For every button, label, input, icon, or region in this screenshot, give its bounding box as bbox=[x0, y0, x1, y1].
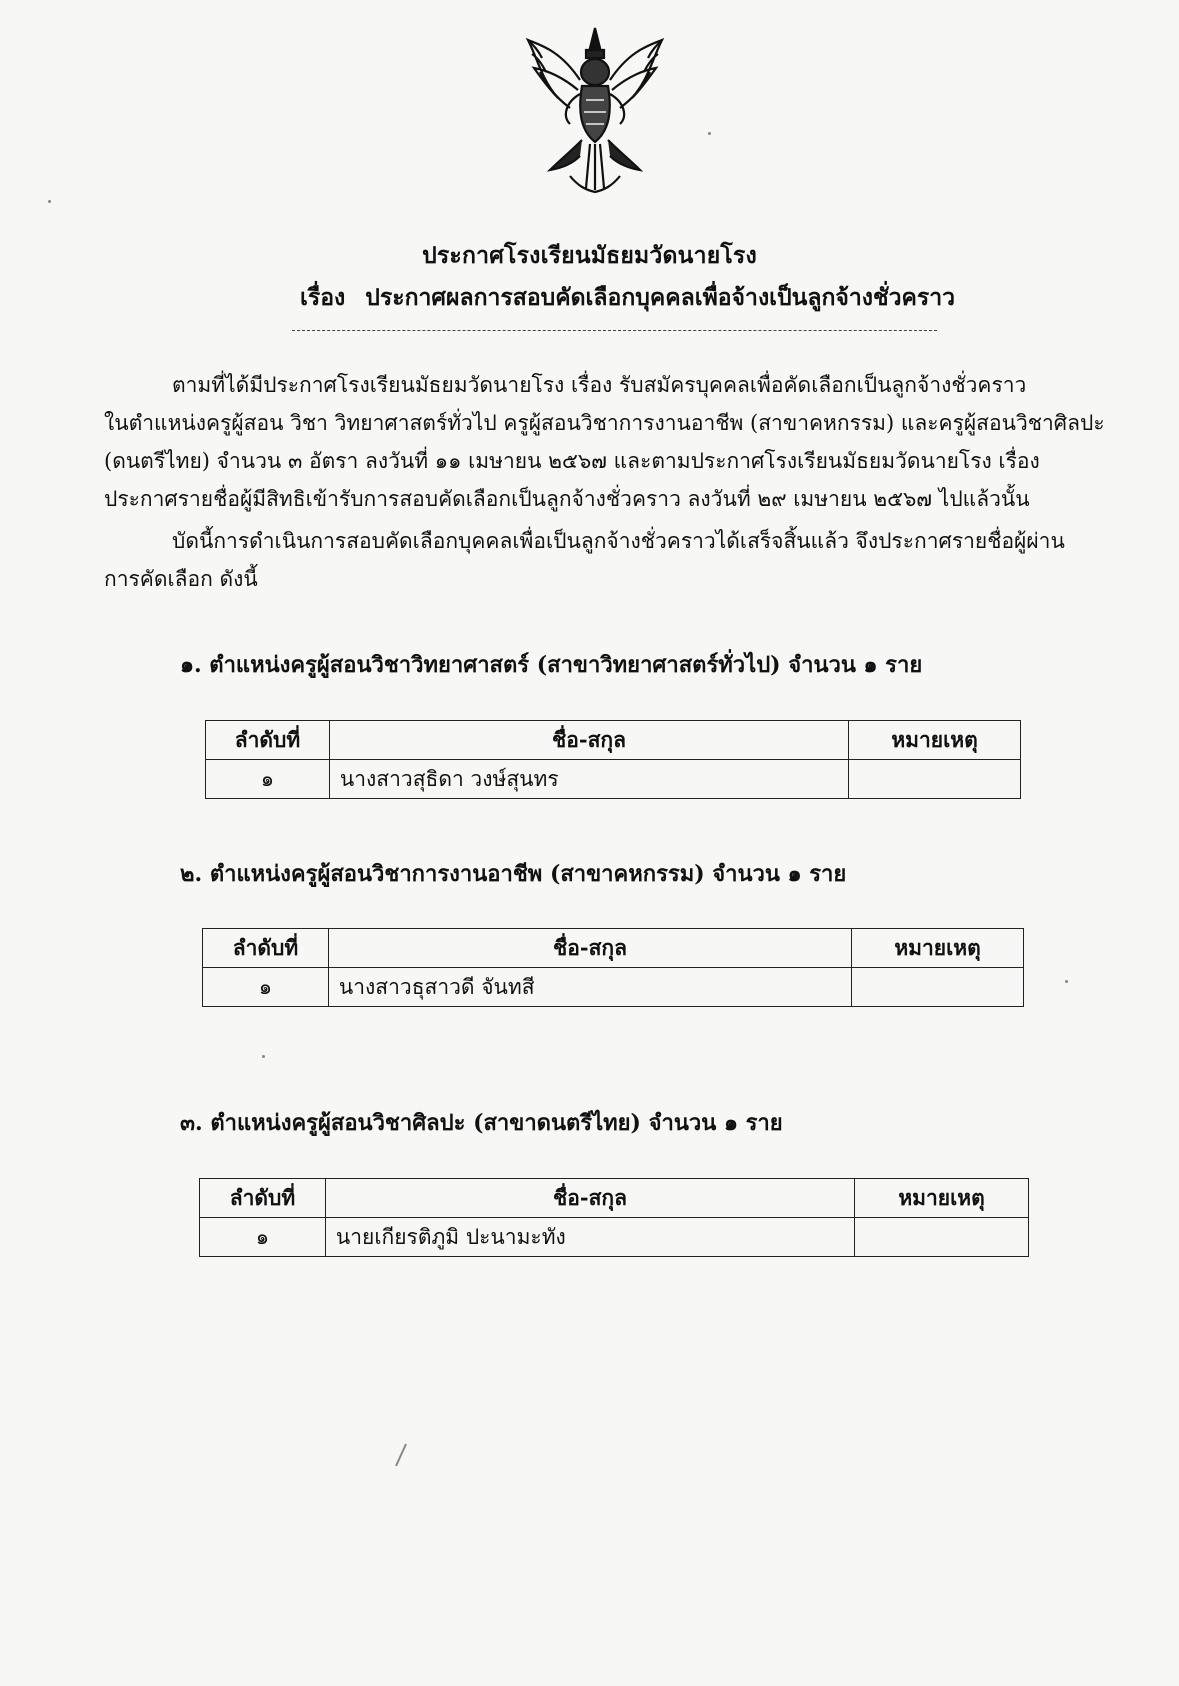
col-name-header: ชื่อ-สกุล bbox=[328, 929, 851, 968]
scan-speck bbox=[1065, 980, 1068, 983]
section-heading-1: ๑. ตำแหน่งครูผู้สอนวิชาวิทยาศาสตร์ (สาขาวิทยาศาสตร์ทั่วไป) จำนวน ๑ ราย bbox=[180, 652, 923, 678]
scan-speck bbox=[262, 1055, 265, 1058]
paragraph-line: การคัดเลือก ดังนี้ bbox=[104, 567, 258, 591]
row-remark bbox=[849, 760, 1021, 799]
row-order: ๑ bbox=[206, 760, 330, 799]
paragraph-line: ในตำแหน่งครูผู้สอน วิชา วิทยาศาสตร์ทั่วไป ครูผู้สอนวิชาการงานอาชีพ (สาขาคหกรรม) และครูผู้สอนวิชาศิลปะ bbox=[104, 411, 1105, 435]
row-name: นายเกียรติภูมิ ปะนามะทัง bbox=[325, 1218, 854, 1257]
col-order-header: ลำดับที่ bbox=[200, 1179, 326, 1218]
paragraph-line: ประกาศรายชื่อผู้มีสิทธิเข้ารับการสอบคัดเลือกเป็นลูกจ้างชั่วคราว ลงวันที่ ๒๙ เมษายน ๒๕๖๗ ไปแล้วนั้น bbox=[104, 487, 1030, 511]
row-name: นางสาวสุธิดา วงษ์สุนทร bbox=[329, 760, 848, 799]
scan-pen-mark bbox=[392, 1440, 412, 1470]
row-name: นางสาวธุสาวดี จันทสี bbox=[328, 968, 851, 1007]
result-table-2 bbox=[202, 928, 1024, 1007]
scan-speck bbox=[48, 200, 51, 203]
col-order-header: ลำดับที่ bbox=[203, 929, 329, 968]
table-header-row bbox=[206, 721, 1021, 760]
section-heading-3: ๓. ตำแหน่งครูผู้สอนวิชาศิลปะ (สาขาดนตรีไทย) จำนวน ๑ ราย bbox=[180, 1110, 783, 1136]
col-remark-header: หมายเหตุ bbox=[852, 929, 1024, 968]
table-header-row bbox=[200, 1179, 1029, 1218]
row-order: ๑ bbox=[203, 968, 329, 1007]
garuda-emblem bbox=[520, 20, 670, 200]
section-heading-2: ๒. ตำแหน่งครูผู้สอนวิชาการงานอาชีพ (สาขาคหกรรม) จำนวน ๑ ราย bbox=[180, 861, 847, 887]
announcement-subject bbox=[300, 280, 955, 316]
table-row bbox=[200, 1218, 1029, 1257]
scan-speck bbox=[708, 132, 711, 135]
row-remark bbox=[852, 968, 1024, 1007]
subject-label: เรื่อง bbox=[300, 284, 346, 311]
paragraph-line: (ดนตรีไทย) จำนวน ๓ อัตรา ลงวันที่ ๑๑ เมษายน ๒๕๖๗ และตามประกาศโรงเรียนมัธยมวัดนายโรง เรื่อง bbox=[104, 449, 1040, 473]
col-name-header: ชื่อ-สกุล bbox=[325, 1179, 854, 1218]
table-row bbox=[206, 760, 1021, 799]
col-name-header: ชื่อ-สกุล bbox=[329, 721, 848, 760]
row-remark bbox=[855, 1218, 1029, 1257]
result-table-3 bbox=[199, 1178, 1029, 1257]
col-remark-header: หมายเหตุ bbox=[855, 1179, 1029, 1218]
paragraph-line: ตามที่ได้มีประกาศโรงเรียนมัธยมวัดนายโรง เรื่อง รับสมัครบุคคลเพื่อคัดเลือกเป็นลูกจ้างชั่วคราว bbox=[172, 373, 1027, 397]
result-table-1 bbox=[205, 720, 1021, 799]
paragraph-1 bbox=[104, 366, 1114, 518]
paragraph-line: บัดนี้การดำเนินการสอบคัดเลือกบุคคลเพื่อเป็นลูกจ้างชั่วคราวได้เสร็จสิ้นแล้ว จึงประกาศรายชื่อผู้ผ่าน bbox=[172, 529, 1065, 553]
table-header-row bbox=[203, 929, 1024, 968]
col-order-header: ลำดับที่ bbox=[206, 721, 330, 760]
col-remark-header: หมายเหตุ bbox=[849, 721, 1021, 760]
row-order: ๑ bbox=[200, 1218, 326, 1257]
subject-text: ประกาศผลการสอบคัดเลือกบุคคลเพื่อจ้างเป็นลูกจ้างชั่วคราว bbox=[365, 284, 956, 311]
table-row bbox=[203, 968, 1024, 1007]
divider bbox=[292, 330, 937, 331]
paragraph-2 bbox=[104, 522, 1114, 598]
announcement-title: ประกาศโรงเรียนมัธยมวัดนายโรง bbox=[422, 242, 757, 269]
